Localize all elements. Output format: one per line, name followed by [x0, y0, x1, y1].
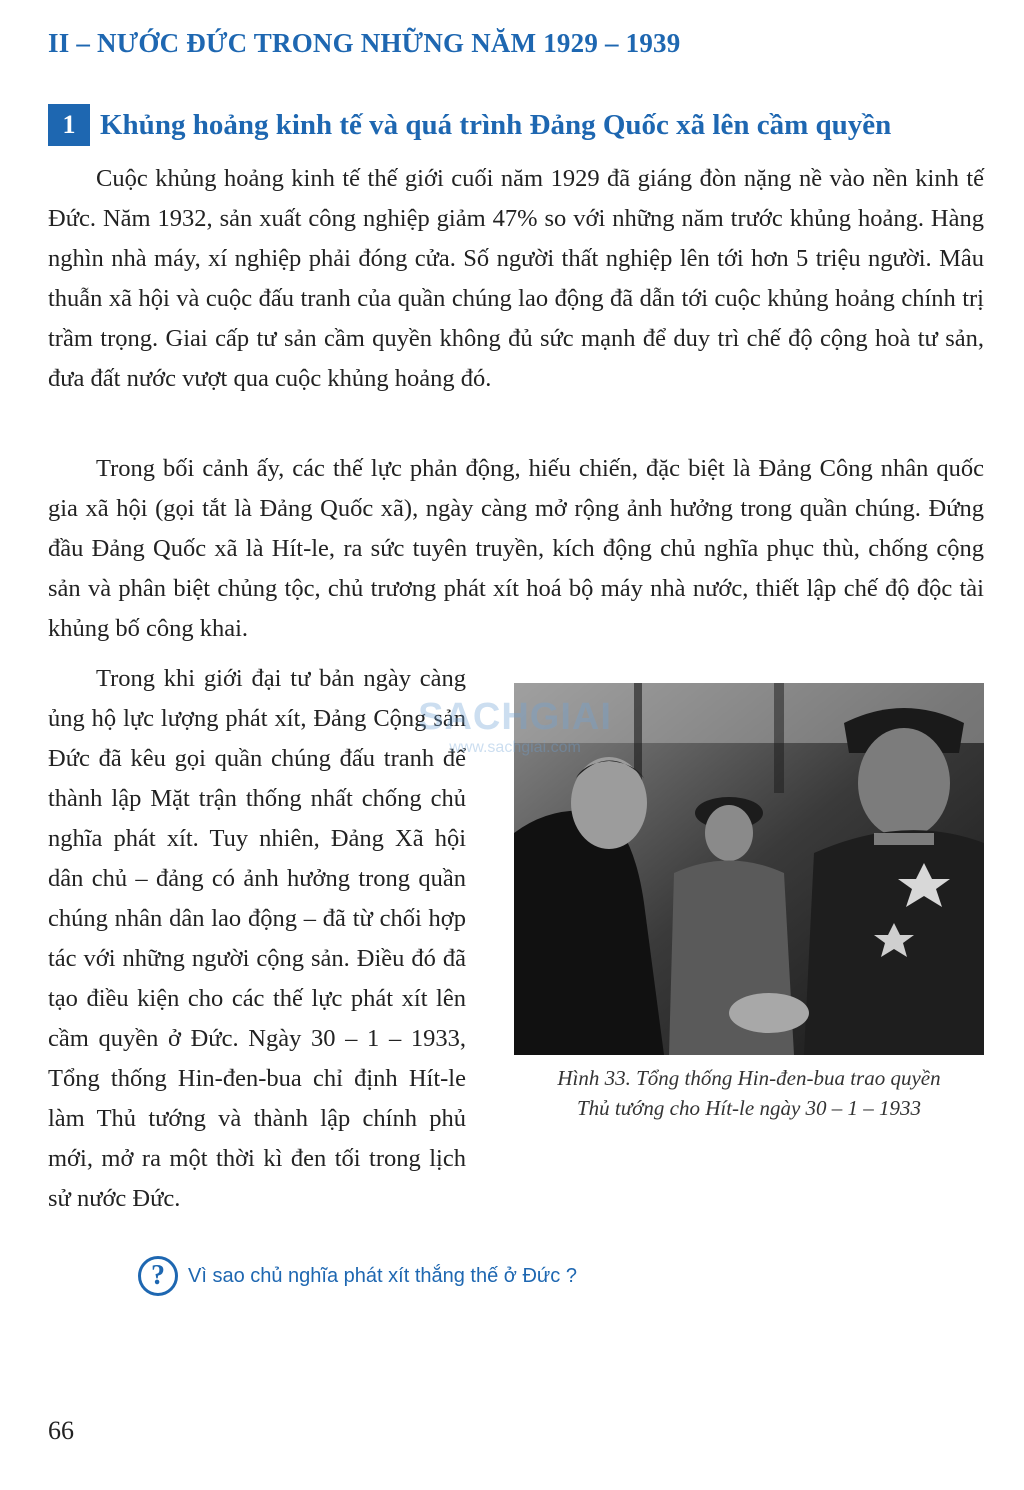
watermark-url: www.sachgiai.com	[449, 739, 581, 756]
historical-photo	[514, 683, 984, 1055]
paragraph-2: Trong bối cảnh ấy, các thế lực phản động, hiếu chiến, đặc biệt là Đảng Công nhân quốc gia xã hội (gọi tắt là Đảng Quốc xã), ngày càng mở rộng ảnh hưởng trong quần chúng. Đứng đầu Đảng Quốc xã là Hít-le, ra sức tuyên truyền, kích động chủ nghĩa phục thù, chống cộng sản và phân biệt chủng tộc, chủ trương phát xít hoá bộ máy nhà nước, thiết lập chế độ độc tài khủng bố công khai.	[48, 455, 984, 642]
paragraph-1: Cuộc khủng hoảng kinh tế thế giới cuối năm 1929 đã giáng đòn nặng nề vào nền kinh tế Đức. Năm 1932, sản xuất công nghiệp giảm 47% so với những năm trước khủng hoảng. Hàng nghìn nhà máy, xí nghiệp phải đóng cửa. Số người thất nghiệp lên tới hơn 5 triệu người. Mâu thuẫn xã hội và cuộc đấu tranh của quần chúng lao động đã dẫn tới cuộc khủng hoảng chính trị trầm trọng. Giai cấp tư sản cầm quyền không đủ sức mạnh để duy trì chế độ cộng hoà tư sản, đưa đất nước vượt qua cuộc khủng hoảng đó.	[48, 165, 984, 392]
photo-illustration	[514, 683, 984, 1055]
review-question	[138, 1256, 577, 1296]
figure-caption	[514, 1063, 984, 1123]
subsection-heading	[48, 104, 891, 146]
page-number: 66	[48, 1416, 74, 1445]
watermark-brand: SACHGIAI	[418, 696, 612, 738]
figure-33	[514, 683, 984, 1143]
paragraph-3-block	[48, 659, 984, 1219]
caption-line-2: Thủ tướng cho Hít-le ngày 30 – 1 – 1933	[576, 1096, 922, 1120]
paragraph-3: Trong khi giới đại tư bản ngày càng ủng hộ lực lượng phát xít, Đảng Cộng sản Đức đã kêu gọi quần chúng đấu tranh để thành lập Mặt trận thống nhất chống chủ nghĩa phát xít. Tuy nhiên, Đảng Xã hội dân chủ – đảng có ảnh hưởng trong quần chúng nhân dân lao động – đã từ chối hợp tác với những người cộng sản. Điều đó đã tạo điều kiện cho các thế lực phát xít lên cầm quyền ở Đức. Ngày 30 – 1 – 1933, Tổng thống Hin-đen-bua chỉ định Hít-le làm Thủ tướng và thành lập chính phủ mới, mở ra một thời kì đen tối trong lịch sử nước Đức.	[48, 665, 466, 1212]
subsection-title: Khủng hoảng kinh tế và quá trình Đảng Quốc xã lên cầm quyền	[100, 108, 892, 141]
caption-line-1: Hình 33. Tổng thống Hin-đen-bua trao quyền	[557, 1066, 941, 1090]
question-text: Vì sao chủ nghĩa phát xít thắng thế ở Đức ?	[188, 1264, 577, 1287]
question-mark-icon: ?	[138, 1256, 178, 1296]
section-heading: II – NƯỚC ĐỨC TRONG NHỮNG NĂM 1929 – 1939	[48, 28, 681, 58]
subsection-number-badge: 1	[48, 104, 90, 146]
